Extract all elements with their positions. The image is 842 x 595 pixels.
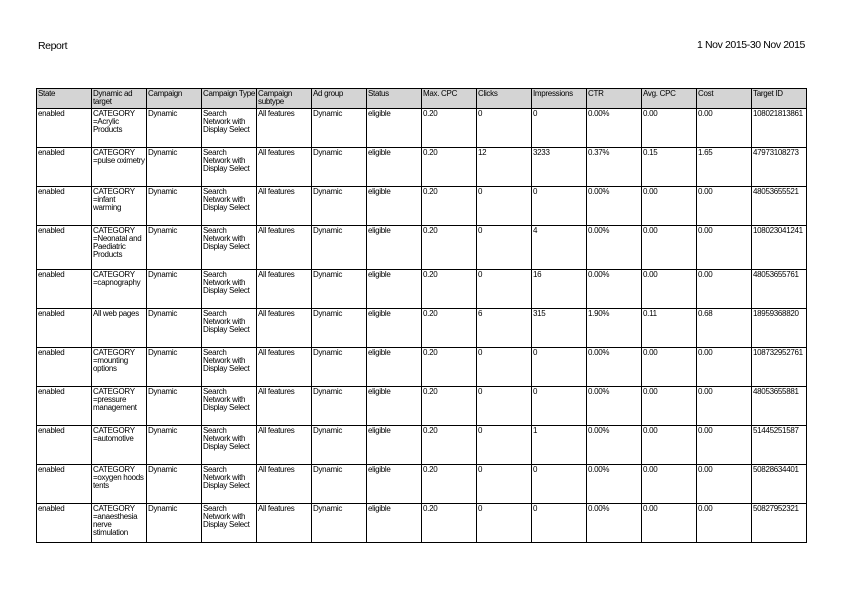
table-cell: All web pages: [92, 309, 147, 348]
table-cell: All features: [257, 504, 312, 543]
table-cell: 0.00: [697, 465, 752, 504]
table-cell: 0.20: [422, 270, 477, 309]
table-cell: eligible: [367, 309, 422, 348]
table-cell: 0.00: [697, 504, 752, 543]
table-cell: Search Network with Display Select: [202, 348, 257, 387]
table-cell: 0.00: [642, 465, 697, 504]
table-row: [37, 387, 807, 426]
table-cell: eligible: [367, 109, 422, 148]
table-cell: 108021813861: [752, 109, 807, 148]
table-row: [37, 226, 807, 270]
table-cell: CATEGORY =automotive: [92, 426, 147, 465]
table-cell: CATEGORY =oxygen hoods tents: [92, 465, 147, 504]
table-row: [37, 109, 807, 148]
table-cell: 16: [532, 270, 587, 309]
header-ctr: CTR: [587, 89, 642, 109]
table-cell: All features: [257, 187, 312, 226]
table-cell: 0.11: [642, 309, 697, 348]
table-row: [37, 309, 807, 348]
table-cell: enabled: [37, 504, 92, 543]
table-cell: Dynamic: [147, 465, 202, 504]
table-cell: enabled: [37, 387, 92, 426]
table-cell: 0: [477, 504, 532, 543]
table-cell: 6: [477, 309, 532, 348]
table-row: [37, 426, 807, 465]
table-cell: 48053655761: [752, 270, 807, 309]
table-cell: Dynamic: [312, 309, 367, 348]
table-cell: 0.20: [422, 309, 477, 348]
table-cell: 3233: [532, 148, 587, 187]
table-cell: Search Network with Display Select: [202, 148, 257, 187]
table-cell: Dynamic: [147, 309, 202, 348]
table-cell: 0: [477, 387, 532, 426]
table-cell: 48053655521: [752, 187, 807, 226]
table-row: [37, 187, 807, 226]
table-cell: All features: [257, 465, 312, 504]
table-cell: Dynamic: [147, 148, 202, 187]
table-cell: eligible: [367, 148, 422, 187]
header-dynamic-ad-target: Dynamic ad target: [92, 89, 147, 109]
header-campaign-subtype: Campaign subtype: [257, 89, 312, 109]
table-cell: Dynamic: [147, 387, 202, 426]
table-cell: 0: [532, 109, 587, 148]
table-row: [37, 465, 807, 504]
table-row: [37, 270, 807, 309]
table-cell: Dynamic: [312, 426, 367, 465]
table-cell: Dynamic: [147, 109, 202, 148]
table-cell: 1.90%: [587, 309, 642, 348]
table-cell: enabled: [37, 270, 92, 309]
header-impressions: Impressions: [532, 89, 587, 109]
table-cell: 1: [532, 426, 587, 465]
table-cell: 0: [532, 387, 587, 426]
header-max-cpc: Max. CPC: [422, 89, 477, 109]
table-cell: All features: [257, 226, 312, 270]
table-cell: eligible: [367, 226, 422, 270]
table-cell: 108023041241: [752, 226, 807, 270]
table-cell: 0: [532, 465, 587, 504]
table-cell: 0: [477, 187, 532, 226]
table-cell: eligible: [367, 387, 422, 426]
table-cell: Dynamic: [312, 504, 367, 543]
table-cell: 0.00%: [587, 465, 642, 504]
report-date-range: 1 Nov 2015-30 Nov 2015: [697, 39, 805, 51]
table-cell: Dynamic: [312, 348, 367, 387]
table-cell: eligible: [367, 348, 422, 387]
table-cell: 0: [477, 426, 532, 465]
table-cell: 0.20: [422, 348, 477, 387]
table-cell: 0.00: [642, 226, 697, 270]
table-cell: 0.00: [697, 387, 752, 426]
table-cell: 0: [532, 187, 587, 226]
table-cell: Dynamic: [312, 226, 367, 270]
header-campaign-type: Campaign Type: [202, 89, 257, 109]
table-cell: 0.00: [642, 270, 697, 309]
table-cell: Search Network with Display Select: [202, 187, 257, 226]
table-cell: 0: [532, 504, 587, 543]
table-cell: CATEGORY =infant warming: [92, 187, 147, 226]
table-cell: All features: [257, 148, 312, 187]
table-cell: All features: [257, 426, 312, 465]
table-cell: Dynamic: [312, 109, 367, 148]
table-cell: Dynamic: [312, 465, 367, 504]
table-cell: 48053655881: [752, 387, 807, 426]
table-cell: All features: [257, 348, 312, 387]
header-target-id: Target ID: [752, 89, 807, 109]
table-cell: eligible: [367, 504, 422, 543]
header-cost: Cost: [697, 89, 752, 109]
table-cell: 0.20: [422, 465, 477, 504]
table-row: [37, 148, 807, 187]
table-cell: enabled: [37, 426, 92, 465]
table-cell: 0.00%: [587, 348, 642, 387]
table-row: [37, 504, 807, 543]
table-cell: CATEGORY =pressure management: [92, 387, 147, 426]
table-cell: 0.00%: [587, 187, 642, 226]
table-cell: CATEGORY =Neonatal and Paediatric Products: [92, 226, 147, 270]
table-cell: Dynamic: [312, 148, 367, 187]
report-table: [36, 88, 807, 543]
table-cell: Search Network with Display Select: [202, 270, 257, 309]
table-cell: Dynamic: [147, 426, 202, 465]
table-cell: eligible: [367, 270, 422, 309]
table-cell: enabled: [37, 148, 92, 187]
table-cell: 0: [532, 348, 587, 387]
table-cell: CATEGORY =Acrylic Products: [92, 109, 147, 148]
table-cell: 0.37%: [587, 148, 642, 187]
table-cell: 315: [532, 309, 587, 348]
table-cell: Dynamic: [147, 226, 202, 270]
table-cell: All features: [257, 270, 312, 309]
table-cell: 0.00: [642, 348, 697, 387]
table-cell: 0.00%: [587, 426, 642, 465]
header-campaign: Campaign: [147, 89, 202, 109]
table-cell: Dynamic: [147, 504, 202, 543]
table-cell: 0.00: [642, 387, 697, 426]
table-cell: 0.20: [422, 504, 477, 543]
table-cell: eligible: [367, 187, 422, 226]
table-cell: enabled: [37, 226, 92, 270]
header-avg-cpc: Avg. CPC: [642, 89, 697, 109]
table-cell: 0.00: [697, 187, 752, 226]
table-cell: enabled: [37, 465, 92, 504]
table-cell: 0.00%: [587, 226, 642, 270]
table-cell: Dynamic: [312, 387, 367, 426]
table-cell: 50828634401: [752, 465, 807, 504]
table-cell: Dynamic: [147, 348, 202, 387]
table-cell: eligible: [367, 426, 422, 465]
table-cell: 0.00: [642, 426, 697, 465]
table-cell: 51445251587: [752, 426, 807, 465]
table-cell: 0.00: [697, 426, 752, 465]
table-cell: 12: [477, 148, 532, 187]
table-cell: 1.65: [697, 148, 752, 187]
table-cell: 0.00: [697, 348, 752, 387]
table-cell: 0.00: [697, 109, 752, 148]
table-cell: CATEGORY =capnography: [92, 270, 147, 309]
table-cell: 0.20: [422, 109, 477, 148]
table-cell: 50827952321: [752, 504, 807, 543]
table-cell: All features: [257, 109, 312, 148]
table-cell: 0: [477, 270, 532, 309]
table-cell: 0.20: [422, 426, 477, 465]
header-state: State: [37, 89, 92, 109]
header-clicks: Clicks: [477, 89, 532, 109]
table-cell: 0.00: [697, 226, 752, 270]
header-status: Status: [367, 89, 422, 109]
table-cell: Search Network with Display Select: [202, 504, 257, 543]
table-cell: 18959368820: [752, 309, 807, 348]
table-cell: enabled: [37, 109, 92, 148]
table-cell: enabled: [37, 348, 92, 387]
table-cell: Search Network with Display Select: [202, 387, 257, 426]
table-cell: CATEGORY =pulse oximetry: [92, 148, 147, 187]
table-cell: CATEGORY =mounting options: [92, 348, 147, 387]
table-cell: 47973108273: [752, 148, 807, 187]
table-cell: 0.00: [697, 270, 752, 309]
table-cell: 0.20: [422, 387, 477, 426]
table-cell: enabled: [37, 309, 92, 348]
table-header-row: [37, 89, 807, 109]
table-cell: 4: [532, 226, 587, 270]
table-cell: 0.20: [422, 226, 477, 270]
table-cell: All features: [257, 387, 312, 426]
header-ad-group: Ad group: [312, 89, 367, 109]
table-cell: 0: [477, 226, 532, 270]
table-cell: Dynamic: [147, 187, 202, 226]
report-title: Report: [38, 40, 68, 52]
table-cell: 0.00%: [587, 270, 642, 309]
table-cell: Dynamic: [147, 270, 202, 309]
table-cell: 108732952761: [752, 348, 807, 387]
table-cell: CATEGORY =anaesthesia nerve stimulation: [92, 504, 147, 543]
table-cell: 0.20: [422, 148, 477, 187]
table-cell: Search Network with Display Select: [202, 109, 257, 148]
table-cell: 0.00: [642, 187, 697, 226]
table-cell: Search Network with Display Select: [202, 426, 257, 465]
table-cell: 0.15: [642, 148, 697, 187]
table-cell: 0.00: [642, 109, 697, 148]
table-cell: eligible: [367, 465, 422, 504]
table-cell: 0.00%: [587, 109, 642, 148]
table-cell: 0.68: [697, 309, 752, 348]
table-cell: enabled: [37, 187, 92, 226]
table-cell: Search Network with Display Select: [202, 465, 257, 504]
table-cell: 0.00: [642, 504, 697, 543]
table-cell: 0: [477, 109, 532, 148]
table-cell: 0.00%: [587, 387, 642, 426]
table-cell: Search Network with Display Select: [202, 309, 257, 348]
table-cell: Dynamic: [312, 187, 367, 226]
table-cell: All features: [257, 309, 312, 348]
table-cell: Search Network with Display Select: [202, 226, 257, 270]
table-cell: Dynamic: [312, 270, 367, 309]
table-cell: 0: [477, 348, 532, 387]
table-row: [37, 348, 807, 387]
table-cell: 0.20: [422, 187, 477, 226]
table-cell: 0: [477, 465, 532, 504]
table-cell: 0.00%: [587, 504, 642, 543]
